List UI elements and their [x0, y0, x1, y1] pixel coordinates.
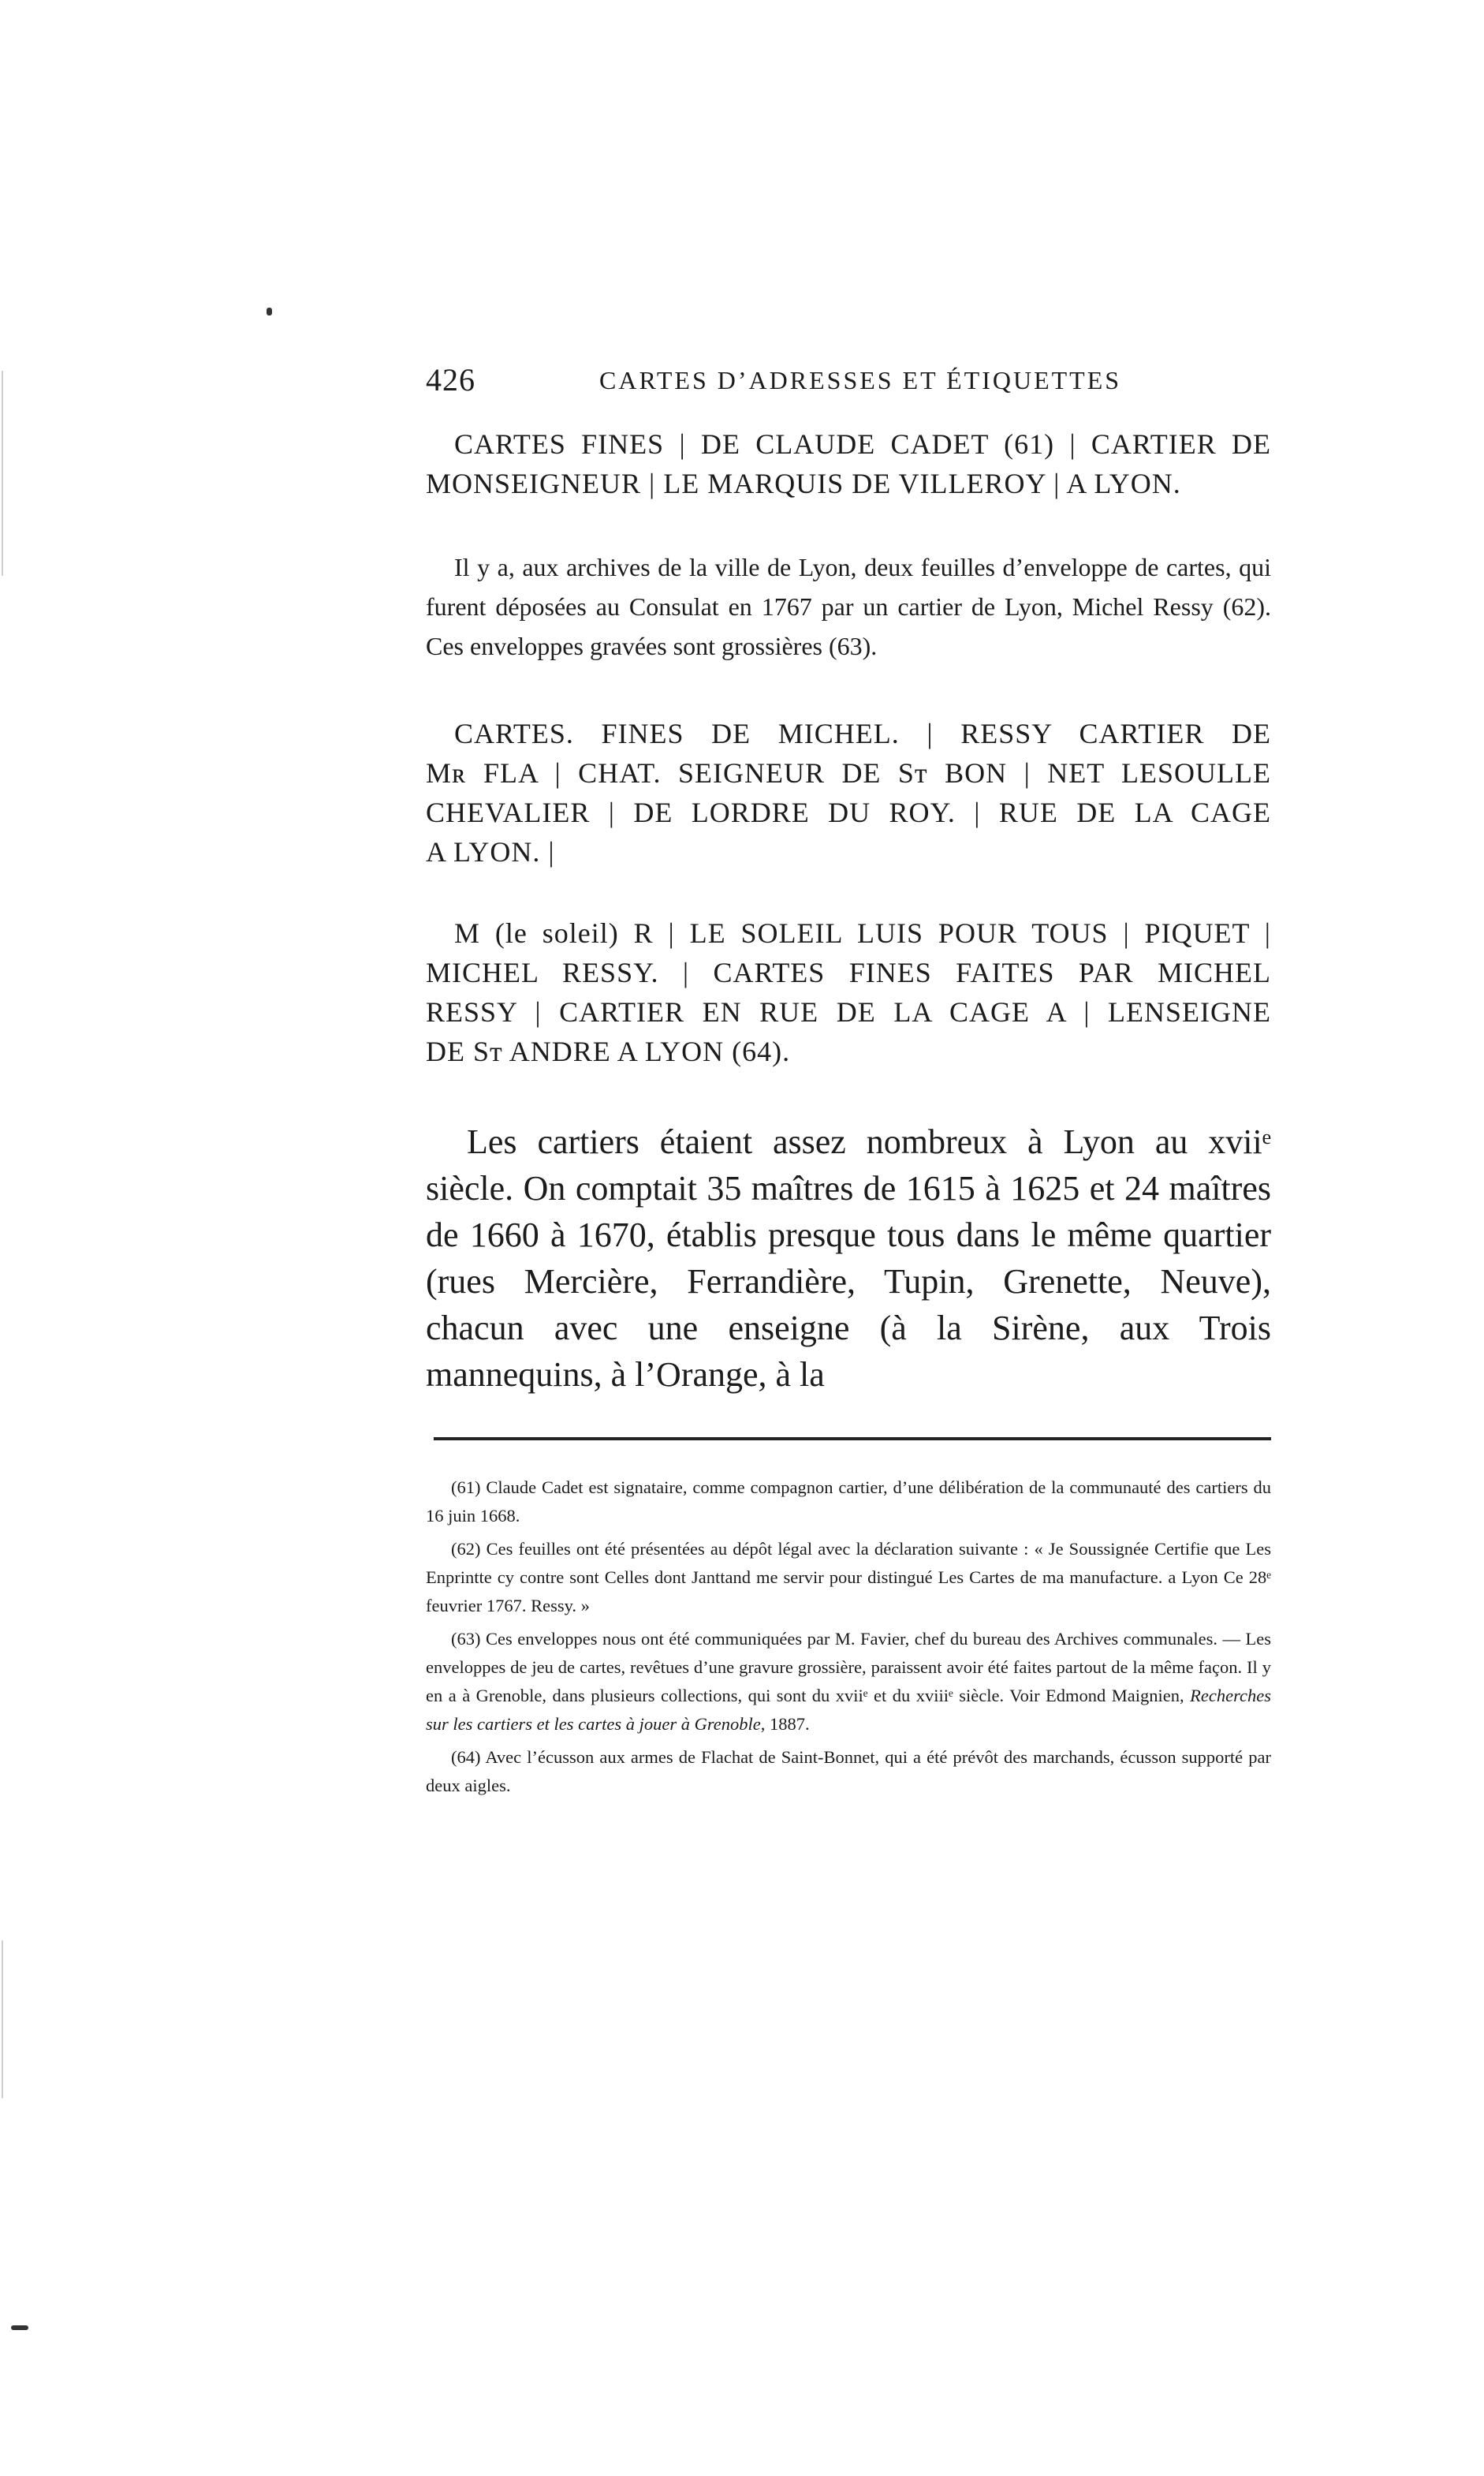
- footnote-63-title: Recherches sur les cartiers et les cartes à jouer à Grenoble: [426, 1686, 1271, 1734]
- inscription-line: CHEVALIER | DE LORDRE DU ROY. | RUE DE LA CAGE: [426, 797, 1271, 828]
- footnote-rule: [434, 1437, 1271, 1440]
- card-inscription-ressy-2: [426, 913, 1271, 1071]
- scan-edge-line: [2, 1940, 3, 2098]
- footnote-62: (62) Ces feuilles ont été présentées au dépôt légal avec la déclaration suivante : « Je Soussignée Certifie que Les Enprintte cy contre sont Celles dont Janttand me servir pour distingué Les Cartes de ma manufacture. a Lyon Ce 28ᵉ feuvrier 1767. Ressy. »: [426, 1539, 1271, 1615]
- footnote-61: (61) Claude Cadet est signataire, comme compagnon cartier, d’une délibération de la communauté des cartiers du 16 juin 1668.: [426, 1477, 1271, 1526]
- inscription-line: RESSY | CARTIER EN RUE DE LA CAGE A | LENSEIGNE: [426, 996, 1271, 1028]
- inscription-line: MICHEL RESSY. | CARTES FINES FAITES PAR MICHEL: [426, 957, 1271, 988]
- footnotes: [426, 1473, 1271, 1805]
- card-inscription-ressy-1: [426, 714, 1271, 872]
- inscription-line: Mʀ FLA | CHAT. SEIGNEUR DE Sᴛ BON | NET LESOULLE: [426, 757, 1271, 789]
- inscription-line: CARTES FINES | DE CLAUDE CADET (61) | CARTIER DE: [454, 428, 1271, 460]
- running-title: CARTES D’ADRESSES ET ÉTIQUETTES: [599, 366, 1122, 394]
- inscription-line: CARTES. FINES DE MICHEL. | RESSY CARTIER DE: [454, 718, 1271, 749]
- footnote-63-end: , 1887.: [760, 1714, 810, 1734]
- cartiers-paragraph: Les cartiers étaient assez nombreux à Lyon au xviiᵉ siècle. On comptait 35 maîtres de 1615 à 1625 et 24 maîtres de 1660 à 1670, établis presque tous dans le même quartier (rues Mercière, Ferrandière, Tupin, Grenette, Neuve), chacun avec une enseigne (à la Sirène, aux Trois mannequins, à l’Orange, à la: [426, 1122, 1271, 1394]
- inscription-line: M (le soleil) R | LE SOLEIL LUIS POUR TOUS | PIQUET |: [454, 917, 1271, 949]
- footnote-63: [426, 1625, 1271, 1738]
- scan-edge-line: [2, 371, 3, 576]
- footnote-63-text: (63) Ces enveloppes nous ont été communiquées par M. Favier, chef du bureau des Archives communales. — Les enveloppes de jeu de cartes, revêtues d’une gravure grossière, paraissent avoir été faites partout de la même façon. Il y en a à Grenoble, dans plusieurs collections, qui sont du xviiᵉ et du xviiiᵉ siècle. Voir Edmond Maignien,: [426, 1629, 1271, 1705]
- card-inscription-cadet: [426, 424, 1271, 503]
- scan-speck: [11, 2325, 28, 2330]
- inscription-line: MONSEIGNEUR | LE MARQUIS DE VILLEROY | A LYON.: [426, 468, 1181, 499]
- inscription-line: A LYON. |: [426, 836, 555, 868]
- scan-speck: [267, 308, 272, 316]
- page-number: 426: [426, 362, 475, 398]
- footnote-64: (64) Avec l’écusson aux armes de Flachat de Saint-Bonnet, qui a été prévôt des marchands, écusson supporté par deux aigles.: [426, 1747, 1271, 1795]
- inscription-line: DE Sᴛ ANDRE A LYON (64).: [426, 1036, 791, 1067]
- running-header: [426, 361, 1277, 409]
- archives-paragraph: Il y a, aux archives de la ville de Lyon, deux feuilles d’enveloppe de cartes, qui furent déposées au Consulat en 1767 par un cartier de Lyon, Michel Ressy (62). Ces enveloppes gravées sont grossières (63).: [426, 553, 1271, 660]
